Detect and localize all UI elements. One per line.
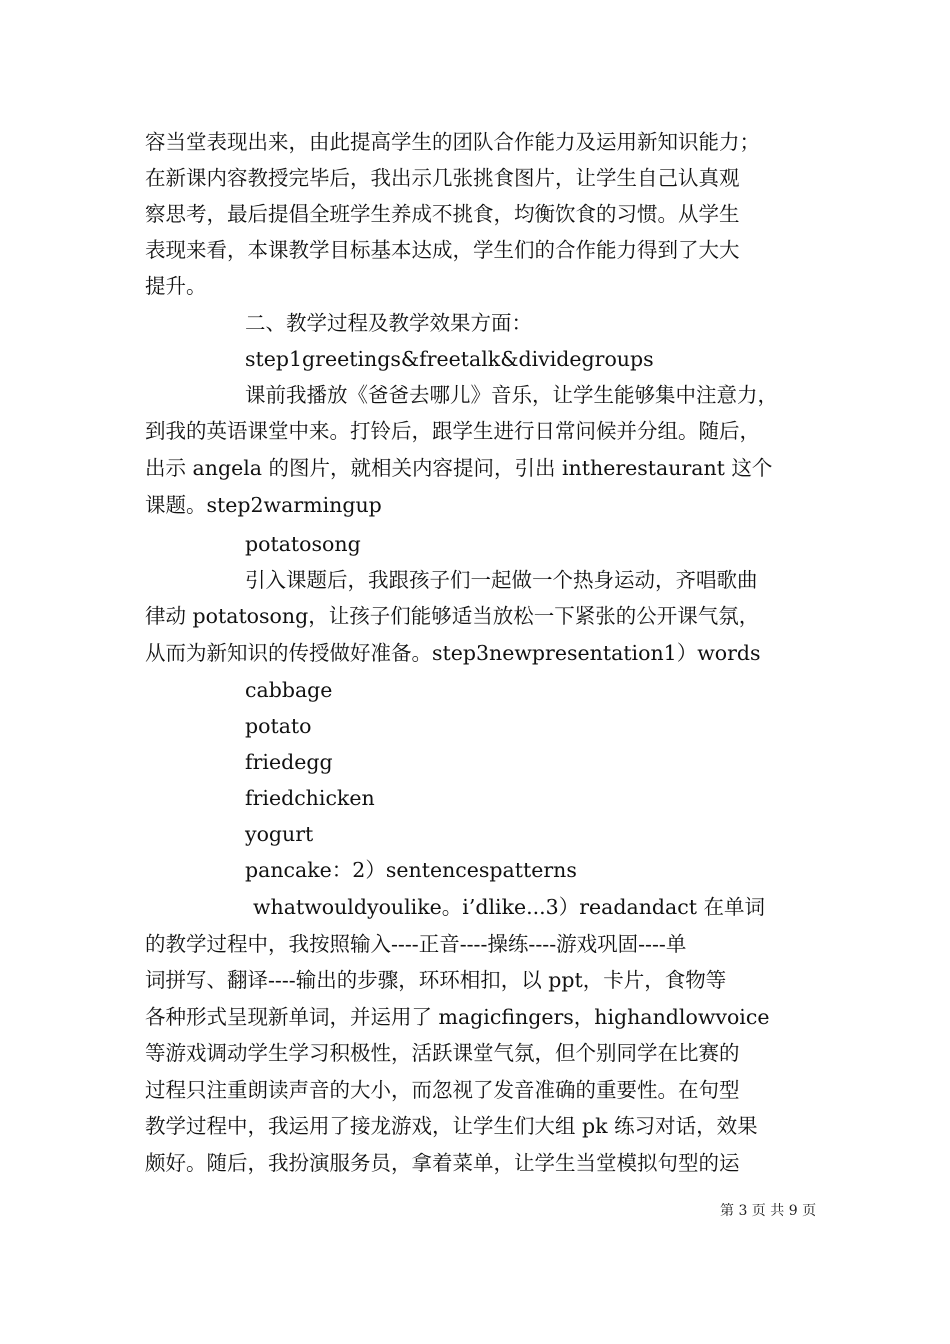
text-line: 到我的英语课堂中来。打铃后，跟学生进行日常问候并分组。随后， (145, 419, 760, 443)
text-line: 词拼写、翻译----输出的步骤，环环相扣，以 ppt，卡片，食物等 (145, 968, 727, 992)
text-line: 表现来看，本课教学目标基本达成，学生们的合作能力得到了大大 (145, 238, 740, 262)
text-line: whatwouldyoulike。i’dlike...3）readandact 在单词 (253, 895, 766, 919)
step-item: potatosong (245, 532, 361, 556)
text-line: 在新课内容教授完毕后，我出示几张挑食图片，让学生自己认真观 (145, 166, 740, 190)
word-item: cabbage (245, 678, 333, 702)
text-line: 出示 angela 的图片，就相关内容提问，引出 intherestaurant 这个 (145, 456, 773, 480)
text-line: 的教学过程中，我按照输入----正音----操练----游戏巩固----单 (145, 932, 687, 956)
word-item: potato (245, 714, 312, 738)
text-line: 颇好。随后，我扮演服务员，拿着菜单，让学生当堂模拟句型的运 (145, 1151, 740, 1175)
step-title: step1greetings&freetalk&dividegroups (245, 347, 654, 371)
word-item: pancake：2）sentencespatterns (245, 858, 577, 882)
page-number-footer: 第 3 页 共 9 页 (720, 1203, 817, 1219)
text-line: 课前我播放《爸爸去哪儿》音乐，让学生能够集中注意力， (245, 383, 778, 407)
section-heading: 二、教学过程及教学效果方面： (245, 311, 532, 335)
text-line: 从而为新知识的传授做好准备。step3newpresentation1）words (145, 641, 761, 665)
text-line: 课题。step2warmingup (145, 493, 382, 517)
text-line: 容当堂表现出来，由此提高学生的团队合作能力及运用新知识能力； (145, 130, 760, 154)
text-line: 各种形式呈现新单词，并运用了 magicfingers，highandlowvoice (145, 1005, 770, 1029)
text-line: 等游戏调动学生学习积极性，活跃课堂气氛，但个别同学在比赛的 (145, 1041, 740, 1065)
word-item: friedegg (245, 750, 333, 774)
text-line: 教学过程中，我运用了接龙游戏，让学生们大组 pk 练习对话，效果 (145, 1114, 758, 1138)
text-line: 过程只注重朗读声音的大小，而忽视了发音准确的重要性。在句型 (145, 1078, 740, 1102)
word-item: friedchicken (245, 786, 375, 810)
text-line: 察思考，最后提倡全班学生养成不挑食，均衡饮食的习惯。从学生 (145, 202, 740, 226)
text-line: 提升。 (145, 274, 207, 298)
text-line: 律动 potatosong，让孩子们能够适当放松一下紧张的公开课气氛， (145, 604, 760, 628)
word-item: yogurt (245, 822, 314, 846)
text-line: 引入课题后，我跟孩子们一起做一个热身运动，齐唱歌曲 (245, 568, 758, 592)
